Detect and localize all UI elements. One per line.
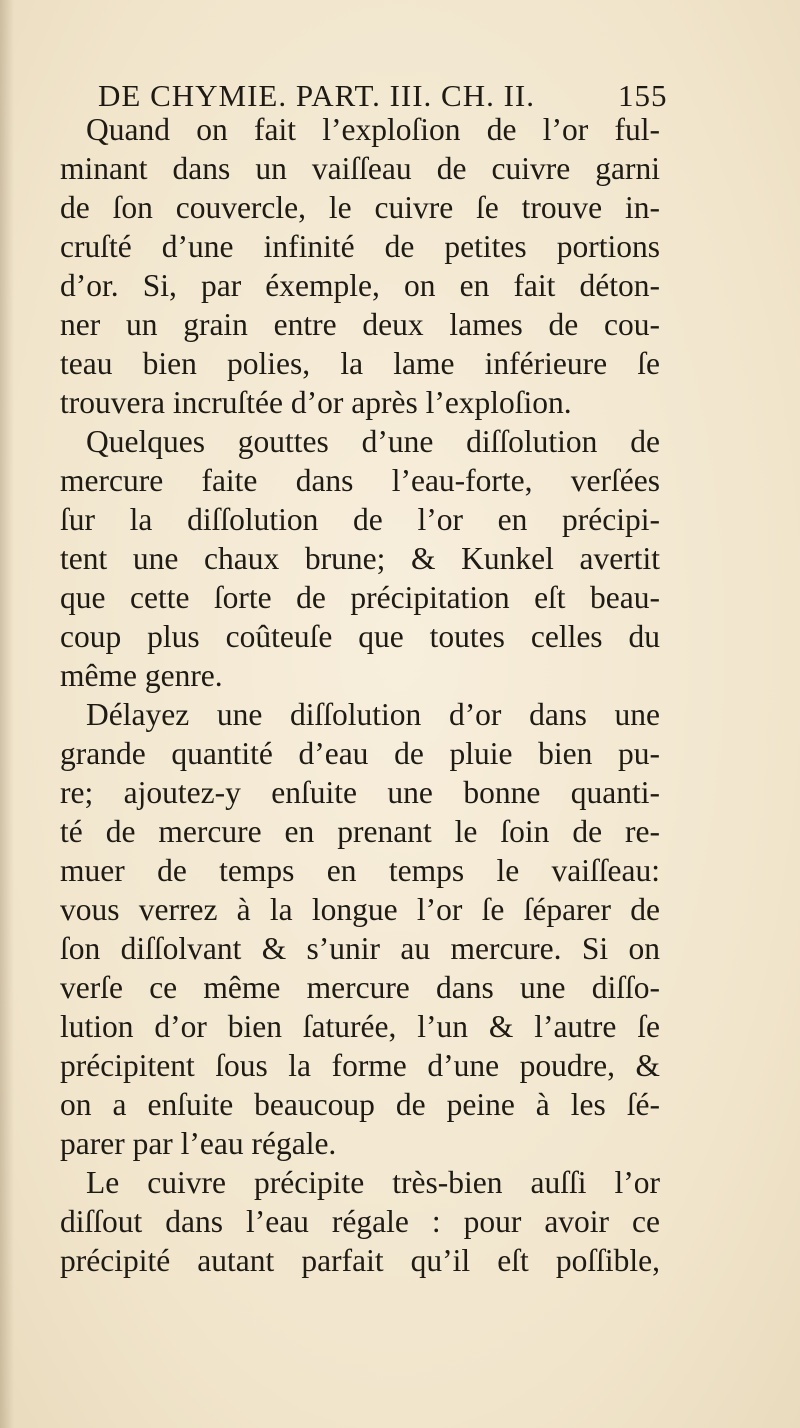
text-line: précipité autant parfait qu’il eſt poſſible, xyxy=(60,1243,660,1278)
text-line: Quand on fait l’exploſion de l’or ful- xyxy=(86,112,660,147)
text-line: verſe ce même mercure dans une diſſo- xyxy=(60,970,660,1005)
text-line: de ſon couvercle, le cuivre ſe trouve in- xyxy=(60,190,660,225)
text-line: parer par l’eau régale. xyxy=(60,1126,337,1161)
text-line: précipitent ſous la forme d’une poudre, & xyxy=(60,1048,660,1083)
text-line: ſur la diſſolution de l’or en précipi- xyxy=(60,502,660,537)
text-line: trouvera incruſtée d’or après l’exploſion. xyxy=(60,385,572,420)
text-line: même genre. xyxy=(60,658,223,693)
text-line: cruſté d’une infinité de petites portions xyxy=(60,229,660,264)
text-line: grande quantité d’eau de pluie bien pu- xyxy=(60,736,660,771)
text-line: d’or. Si, par éxemple, on en fait déton- xyxy=(60,268,660,303)
text-line: Quelques gouttes d’une diſſolution de xyxy=(86,424,660,459)
text-line: teau bien polies, la lame inférieure ſe xyxy=(60,346,660,381)
text-line: lution d’or bien ſaturée, l’un & l’autre ſe xyxy=(60,1009,660,1044)
text-line: minant dans un vaiſſeau de cuivre garni xyxy=(60,151,660,186)
page-number: 155 xyxy=(618,78,668,113)
text-line: Délayez une diſſolution d’or dans une xyxy=(86,697,660,732)
running-header xyxy=(98,78,668,114)
text-line: re; ajoutez-y enſuite une bonne quanti- xyxy=(60,775,660,810)
text-line: té de mercure en prenant le ſoin de re- xyxy=(60,814,660,849)
text-line: tent une chaux brune; & Kunkel avertit xyxy=(60,541,660,576)
text-line: Le cuivre précipite très-bien auſſi l’or xyxy=(86,1165,660,1200)
text-line: diſſout dans l’eau régale : pour avoir ce xyxy=(60,1204,660,1239)
text-line: que cette ſorte de précipitation eſt beau- xyxy=(60,580,660,615)
body-text xyxy=(60,110,660,1280)
text-line: coup plus coûteuſe que toutes celles du xyxy=(60,619,660,654)
gutter-shadow xyxy=(0,0,14,1428)
text-line: muer de temps en temps le vaiſſeau: xyxy=(60,853,660,888)
text-line: ſon diſſolvant & s’unir au mercure. Si on xyxy=(60,931,660,966)
text-line: vous verrez à la longue l’or ſe ſéparer de xyxy=(60,892,660,927)
text-line: on a enſuite beaucoup de peine à les ſé- xyxy=(60,1087,660,1122)
running-title: DE CHYMIE. PART. III. CH. II. xyxy=(98,78,536,113)
text-line: mercure faite dans l’eau-forte, verſées xyxy=(60,463,660,498)
text-line: ner un grain entre deux lames de cou- xyxy=(60,307,660,342)
